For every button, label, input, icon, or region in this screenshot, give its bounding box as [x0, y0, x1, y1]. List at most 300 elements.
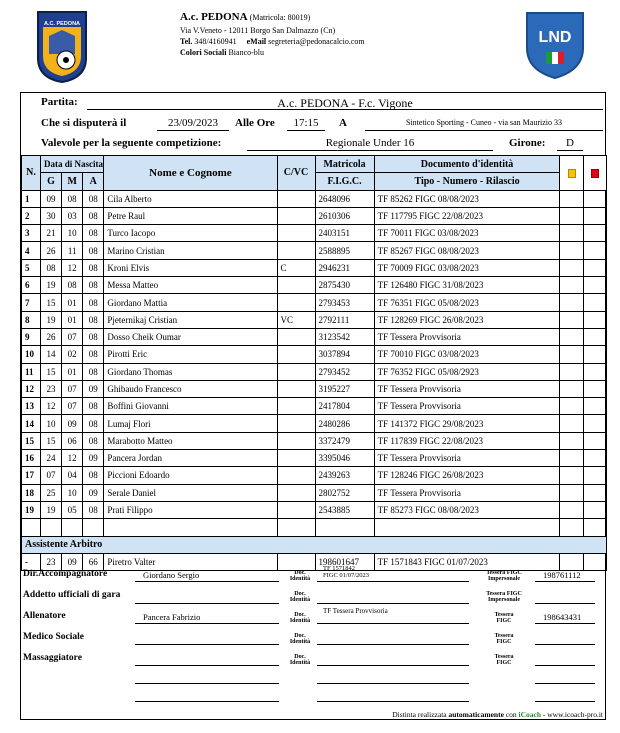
col-figc: F.I.G.C. — [315, 173, 374, 190]
cell-yellow-card — [560, 311, 583, 328]
cell-g: 14 — [41, 346, 62, 363]
cell-yellow-card — [560, 294, 583, 311]
cell-a: 09 — [83, 484, 104, 501]
cell-red-card — [583, 450, 606, 467]
allenatore-doc: TF Tessera Provvisoria — [323, 607, 388, 615]
cell-mat: 2875430 — [315, 277, 374, 294]
medico-doc-label: Doc. Identità — [289, 633, 311, 645]
assistant-matricola: 198601647 — [315, 553, 374, 570]
cell-n: 8 — [22, 311, 41, 328]
yellow-card-icon — [568, 169, 576, 178]
cell-mat: 2543885 — [315, 501, 374, 518]
addetto-underline — [135, 603, 279, 604]
cell-red-card — [583, 363, 606, 380]
cell-yellow-card — [560, 207, 583, 224]
cell-cvc — [277, 380, 315, 397]
cell-yellow-card — [560, 484, 583, 501]
competition-label: Valevole per la seguente competizione: — [41, 137, 222, 149]
cell-g: 12 — [41, 398, 62, 415]
col-matricola: Matricola — [315, 156, 374, 173]
table-row — [22, 432, 607, 449]
allenatore-name: Pancera Fabrizio — [143, 612, 201, 622]
cell-m: 07 — [62, 380, 83, 397]
cell-blank — [83, 519, 104, 536]
cell-a: 08 — [83, 225, 104, 242]
cell-a: 08 — [83, 259, 104, 276]
col-cvc: C/VC — [277, 156, 315, 191]
col-name: Nome e Cognome — [104, 156, 277, 191]
lnd-logo — [524, 10, 586, 80]
cell-red-card — [583, 467, 606, 484]
cell-g: 15 — [41, 432, 62, 449]
cell-cvc — [277, 277, 315, 294]
partita-label: Partita: — [41, 96, 78, 108]
cell-g: 08 — [41, 259, 62, 276]
cell-blank — [62, 519, 83, 536]
girone-label: Girone: — [509, 137, 546, 149]
cell-n: 14 — [22, 415, 41, 432]
cell-g: 25 — [41, 484, 62, 501]
cell-yellow-card — [560, 450, 583, 467]
cell-red-card — [583, 346, 606, 363]
cell-g: 26 — [41, 242, 62, 259]
cell-name: Pancera Jordan — [104, 450, 277, 467]
cell-yellow-card — [560, 259, 583, 276]
cell-red-card — [583, 277, 606, 294]
cell-cvc — [277, 328, 315, 345]
table-row — [22, 311, 607, 328]
cell-g: 09 — [41, 190, 62, 207]
cell-doc: TF 85267 FIGC 08/08/2023 — [374, 242, 560, 259]
table-row — [22, 190, 607, 207]
cell-red-card — [583, 398, 606, 415]
extra-underline-3 — [535, 683, 595, 684]
cell-mat: 2610306 — [315, 207, 374, 224]
cell-name: Lumaj Flori — [104, 415, 277, 432]
venue-underline — [365, 130, 603, 131]
cell-yellow-card — [560, 432, 583, 449]
cell-mat: 2793452 — [315, 363, 374, 380]
cell-n: 5 — [22, 259, 41, 276]
cell-red-card — [583, 311, 606, 328]
cell-cvc — [277, 398, 315, 415]
partita-value: A.c. PEDONA - F.c. Vigone — [277, 96, 413, 110]
cell-doc: TF Tessera Provvisoria — [374, 450, 560, 467]
col-a: A — [83, 173, 104, 190]
cell-m: 01 — [62, 363, 83, 380]
assistant-m: 09 — [62, 553, 83, 570]
cell-cvc — [277, 432, 315, 449]
cell-blank — [374, 519, 560, 536]
assistant-name: Piretro Valter — [104, 553, 277, 570]
cell-doc: TF 128269 FIGC 26/08/2023 — [374, 311, 560, 328]
lnd-text: LND — [538, 29, 572, 46]
ore-value: 17:15 — [293, 117, 319, 129]
cell-cvc — [277, 415, 315, 432]
dir-tessera-underline — [535, 581, 595, 582]
cell-a: 08 — [83, 311, 104, 328]
cell-name: Giordano Thomas — [104, 363, 277, 380]
cell-name: Marabotto Matteo — [104, 432, 277, 449]
dir-label: Dir.Accompagnatore — [23, 569, 108, 579]
table-row — [22, 501, 607, 518]
cell-red-card — [583, 380, 606, 397]
cell-mat: 3037894 — [315, 346, 374, 363]
staff-section — [21, 567, 607, 721]
cell-cvc — [277, 294, 315, 311]
cell-doc: TF 70009 FIGC 03/08/2023 — [374, 259, 560, 276]
cell-mat: 2480286 — [315, 415, 374, 432]
club-name: A.c. PEDONA — [180, 11, 247, 23]
cell-g: 24 — [41, 450, 62, 467]
cell-a: 08 — [83, 277, 104, 294]
col-m: M — [62, 173, 83, 190]
cell-g: 30 — [41, 207, 62, 224]
cell-cvc: VC — [277, 311, 315, 328]
table-row — [22, 277, 607, 294]
club-info — [180, 10, 365, 58]
addetto-doc-label: Doc. Identità — [289, 591, 311, 603]
cell-yellow-card — [560, 328, 583, 345]
cell-red-card — [583, 501, 606, 518]
table-row — [22, 467, 607, 484]
cell-n: 1 — [22, 190, 41, 207]
addetto-tessera-underline — [535, 603, 595, 604]
cell-doc: TF 141372 FIGC 29/08/2023 — [374, 415, 560, 432]
cell-yellow-card — [560, 277, 583, 294]
cell-m: 09 — [62, 415, 83, 432]
cell-name: Marino Cristian — [104, 242, 277, 259]
cell-cvc — [277, 363, 315, 380]
medico-tessera-underline — [535, 644, 595, 645]
cell-doc: TF Tessera Provvisoria — [374, 380, 560, 397]
extra-underline-5 — [317, 701, 469, 702]
cell-yellow-card — [560, 501, 583, 518]
cell-red-card — [583, 242, 606, 259]
cell-yellow-card — [560, 380, 583, 397]
massaggiatore-tessera-underline — [535, 665, 595, 666]
cell-n: 17 — [22, 467, 41, 484]
cell-n: 15 — [22, 432, 41, 449]
col-birth: Data di Nascita — [41, 156, 104, 173]
cell-yellow-card — [560, 415, 583, 432]
cell-blank — [583, 519, 606, 536]
massaggiatore-label: Massaggiatore — [23, 653, 82, 663]
cell-mat: 3123542 — [315, 328, 374, 345]
cell-g: 26 — [41, 328, 62, 345]
allenatore-label: Allenatore — [23, 611, 66, 621]
cell-m: 04 — [62, 467, 83, 484]
cell-mat: 2946231 — [315, 259, 374, 276]
table-row — [22, 346, 607, 363]
massaggiatore-underline — [135, 665, 279, 666]
cell-red-card — [583, 294, 606, 311]
cell-g: 19 — [41, 501, 62, 518]
col-red — [583, 156, 606, 191]
cell-red-card — [583, 190, 606, 207]
table-row — [22, 398, 607, 415]
cell-doc: TF 76351 FIGC 05/08/2023 — [374, 294, 560, 311]
addetto-tessera-label: Tessera FIGC Impersonale — [486, 591, 522, 603]
table-row — [22, 328, 607, 345]
assistant-header: Assistente Arbitro — [22, 536, 607, 553]
cell-mat: 3195227 — [315, 380, 374, 397]
cell-g: 21 — [41, 225, 62, 242]
cell-red-card — [583, 432, 606, 449]
cell-red-card — [583, 207, 606, 224]
cell-blank — [315, 519, 374, 536]
cell-red-card — [583, 328, 606, 345]
medico-tessera-label: Tessera FIGC — [494, 633, 514, 645]
table-row — [22, 415, 607, 432]
cell-blank — [104, 519, 277, 536]
col-n: N. — [22, 156, 41, 191]
cell-m: 08 — [62, 190, 83, 207]
cell-doc: TF 85273 FIGC 08/08/2023 — [374, 501, 560, 518]
cell-a: 08 — [83, 363, 104, 380]
club-logo — [34, 8, 90, 84]
cell-mat: 2802752 — [315, 484, 374, 501]
match-sheet — [20, 92, 606, 720]
cell-blank — [41, 519, 62, 536]
girone-underline — [557, 150, 583, 151]
cell-m: 01 — [62, 311, 83, 328]
cell-blank — [560, 519, 583, 536]
cell-mat: 2403151 — [315, 225, 374, 242]
cell-g: 15 — [41, 294, 62, 311]
cell-n: 16 — [22, 450, 41, 467]
massaggiatore-doc-underline — [317, 665, 469, 666]
cell-blank — [277, 519, 315, 536]
cell-n: 2 — [22, 207, 41, 224]
cell-doc: TF Tessera Provvisoria — [374, 484, 560, 501]
cell-n: 19 — [22, 501, 41, 518]
cell-yellow-card — [560, 225, 583, 242]
cell-cvc — [277, 242, 315, 259]
cell-mat: 2648096 — [315, 190, 374, 207]
col-doc: Documento d'identità — [374, 156, 560, 173]
cell-doc: TF 76352 FIGC 05/08/2923 — [374, 363, 560, 380]
cell-n: 12 — [22, 380, 41, 397]
a-label: A — [339, 117, 347, 129]
cell-m: 08 — [62, 277, 83, 294]
cell-g: 10 — [41, 415, 62, 432]
cell-yellow-card — [560, 190, 583, 207]
table-row — [22, 450, 607, 467]
table-row — [22, 225, 607, 242]
dir-underline — [135, 581, 279, 582]
cell-a: 08 — [83, 207, 104, 224]
footer-credit: Distinta realizzata automaticamente con iCoach - www.icoach-pro.it — [392, 710, 603, 719]
cell-a: 08 — [83, 328, 104, 345]
cell-red-card — [583, 225, 606, 242]
cell-doc: TF Tessera Provvisoria — [374, 398, 560, 415]
cell-yellow-card — [560, 467, 583, 484]
cell-yellow-card — [560, 363, 583, 380]
cell-g: 07 — [41, 467, 62, 484]
cell-a: 08 — [83, 190, 104, 207]
cell-blank — [22, 519, 41, 536]
cell-n: 7 — [22, 294, 41, 311]
cell-mat: 2439263 — [315, 467, 374, 484]
cell-n: 6 — [22, 277, 41, 294]
table-row — [22, 484, 607, 501]
cell-a: 08 — [83, 294, 104, 311]
cell-m: 07 — [62, 328, 83, 345]
cell-name: Pirotti Eric — [104, 346, 277, 363]
cell-m: 12 — [62, 450, 83, 467]
cell-cvc — [277, 190, 315, 207]
cell-a: 09 — [83, 450, 104, 467]
table-row — [22, 259, 607, 276]
cell-n: 13 — [22, 398, 41, 415]
table-row — [22, 380, 607, 397]
cell-n: 3 — [22, 225, 41, 242]
cell-a: 08 — [83, 415, 104, 432]
club-address: Via V.Veneto - 12011 Borgo San Dalmazzo (Cn) — [180, 26, 336, 35]
table-row — [22, 242, 607, 259]
venue-value: Sintetico Sporting - Cuneo - via san Maurizio 33 — [406, 118, 562, 127]
extra-underline-1 — [135, 683, 279, 684]
club-colors: Colori Sociali Bianco-blu — [180, 48, 264, 57]
cell-red-card — [583, 415, 606, 432]
cell-name: Kroni Elvis — [104, 259, 277, 276]
cell-doc: TF 128246 FIGC 26/08/2023 — [374, 467, 560, 484]
logo-text: A.C. PEDONA — [43, 21, 81, 27]
cell-m: 10 — [62, 225, 83, 242]
addetto-label: Addetto ufficiali di gara — [23, 590, 121, 600]
cell-a: 08 — [83, 501, 104, 518]
cell-g: 19 — [41, 311, 62, 328]
cell-cvc — [277, 467, 315, 484]
cell-cvc: C — [277, 259, 315, 276]
medico-label: Medico Sociale — [23, 632, 84, 642]
cell-cvc — [277, 450, 315, 467]
cell-g: 23 — [41, 380, 62, 397]
assistant-g: 23 — [41, 553, 62, 570]
cell-a: 08 — [83, 346, 104, 363]
extra-underline-4 — [135, 701, 279, 702]
dir-name: Giordano Sergio — [143, 570, 200, 580]
cell-doc: TF 117839 FIGC 22/08/2023 — [374, 432, 560, 449]
competition-underline — [247, 150, 493, 151]
dir-doc: TF 1571842 FIGC 01/07/2023 — [323, 565, 370, 579]
cell-doc: TF 85262 FIGC 08/08/2023 — [374, 190, 560, 207]
competition-value: Regionale Under 16 — [325, 137, 415, 149]
club-matricola: (Matricola: 80019) — [249, 13, 311, 22]
cell-name: Pjeternikaj Cristian — [104, 311, 277, 328]
cell-n: 11 — [22, 363, 41, 380]
cell-name: Dosso Cheik Oumar — [104, 328, 277, 345]
cell-n: 10 — [22, 346, 41, 363]
cell-red-card — [583, 484, 606, 501]
extra-underline-2 — [317, 683, 469, 684]
cell-g: 19 — [41, 277, 62, 294]
cell-mat: 3395046 — [315, 450, 374, 467]
cell-name: Piccioni Edoardo — [104, 467, 277, 484]
cell-doc: TF 70011 FIGC 03/08/2023 — [374, 225, 560, 242]
cell-mat: 2417804 — [315, 398, 374, 415]
red-card-icon — [591, 169, 599, 178]
allenatore-underline — [135, 623, 279, 624]
cell-mat: 2588895 — [315, 242, 374, 259]
addetto-doc-underline — [317, 603, 469, 604]
cell-name: Boffini Giovanni — [104, 398, 277, 415]
assistant-n: - — [22, 553, 41, 570]
cell-m: 05 — [62, 501, 83, 518]
table-row — [22, 207, 607, 224]
cell-m: 11 — [62, 242, 83, 259]
col-doc-sub: Tipo - Numero - Rilascio — [374, 173, 560, 190]
cell-name: Ghibaudo Francesco — [104, 380, 277, 397]
col-yellow — [560, 156, 583, 191]
cell-name: Turco Iacopo — [104, 225, 277, 242]
cell-cvc — [277, 225, 315, 242]
cell-doc: TF Tessera Provvisoria — [374, 328, 560, 345]
allenatore-tessera-underline — [535, 623, 595, 624]
cell-cvc — [277, 501, 315, 518]
cell-yellow-card — [560, 242, 583, 259]
date-underline — [157, 130, 229, 131]
cell-mat: 2793453 — [315, 294, 374, 311]
massaggiatore-doc-label: Doc. Identità — [289, 654, 311, 666]
allenatore-tessera: 198643431 — [543, 612, 582, 622]
cell-mat: 3372479 — [315, 432, 374, 449]
assistant-a: 66 — [83, 553, 104, 570]
cell-name: Messa Matteo — [104, 277, 277, 294]
cell-name: Giordano Mattia — [104, 294, 277, 311]
cell-a: 08 — [83, 432, 104, 449]
cell-name: Petre Raul — [104, 207, 277, 224]
cell-yellow-card — [560, 346, 583, 363]
cell-m: 06 — [62, 432, 83, 449]
cell-n: 18 — [22, 484, 41, 501]
roster-table — [21, 155, 607, 571]
cell-doc: TF 126480 FIGC 31/08/2023 — [374, 277, 560, 294]
dir-tessera: 198761112 — [543, 570, 581, 580]
cell-m: 01 — [62, 294, 83, 311]
club-contacts: Tel. 348/4160941 eMail segreteria@pedonacalcio.com — [180, 37, 365, 46]
dir-tessera-label: Tessera FIGC Impersonale — [486, 570, 522, 582]
cell-a: 09 — [83, 380, 104, 397]
cell-a: 08 — [83, 398, 104, 415]
cell-m: 07 — [62, 398, 83, 415]
assistant-doc: TF 1571843 FIGC 01/07/2023 — [374, 553, 560, 570]
date-value: 23/09/2023 — [167, 117, 219, 129]
cell-yellow-card — [560, 398, 583, 415]
cell-name: Serale Daniel — [104, 484, 277, 501]
dir-doc-underline — [317, 581, 469, 582]
cell-mat: 2792111 — [315, 311, 374, 328]
cell-doc: TF 117795 FIGC 22/08/2023 — [374, 207, 560, 224]
cell-cvc — [277, 346, 315, 363]
cell-name: Cila Alberto — [104, 190, 277, 207]
allenatore-doc-underline — [317, 623, 469, 624]
col-g: G — [41, 173, 62, 190]
allenatore-doc-label: Doc. Identità — [289, 612, 311, 624]
massaggiatore-tessera-label: Tessera FIGC — [494, 654, 514, 666]
cell-a: 08 — [83, 242, 104, 259]
cell-name: Prati Filippo — [104, 501, 277, 518]
cell-n: 4 — [22, 242, 41, 259]
medico-doc-underline — [317, 644, 469, 645]
allenatore-tessera-label: Tessera FIGC — [494, 612, 514, 624]
table-row — [22, 363, 607, 380]
cell-m: 02 — [62, 346, 83, 363]
cell-g: 15 — [41, 363, 62, 380]
cell-cvc — [277, 484, 315, 501]
ore-label: Alle Ore — [235, 117, 275, 129]
